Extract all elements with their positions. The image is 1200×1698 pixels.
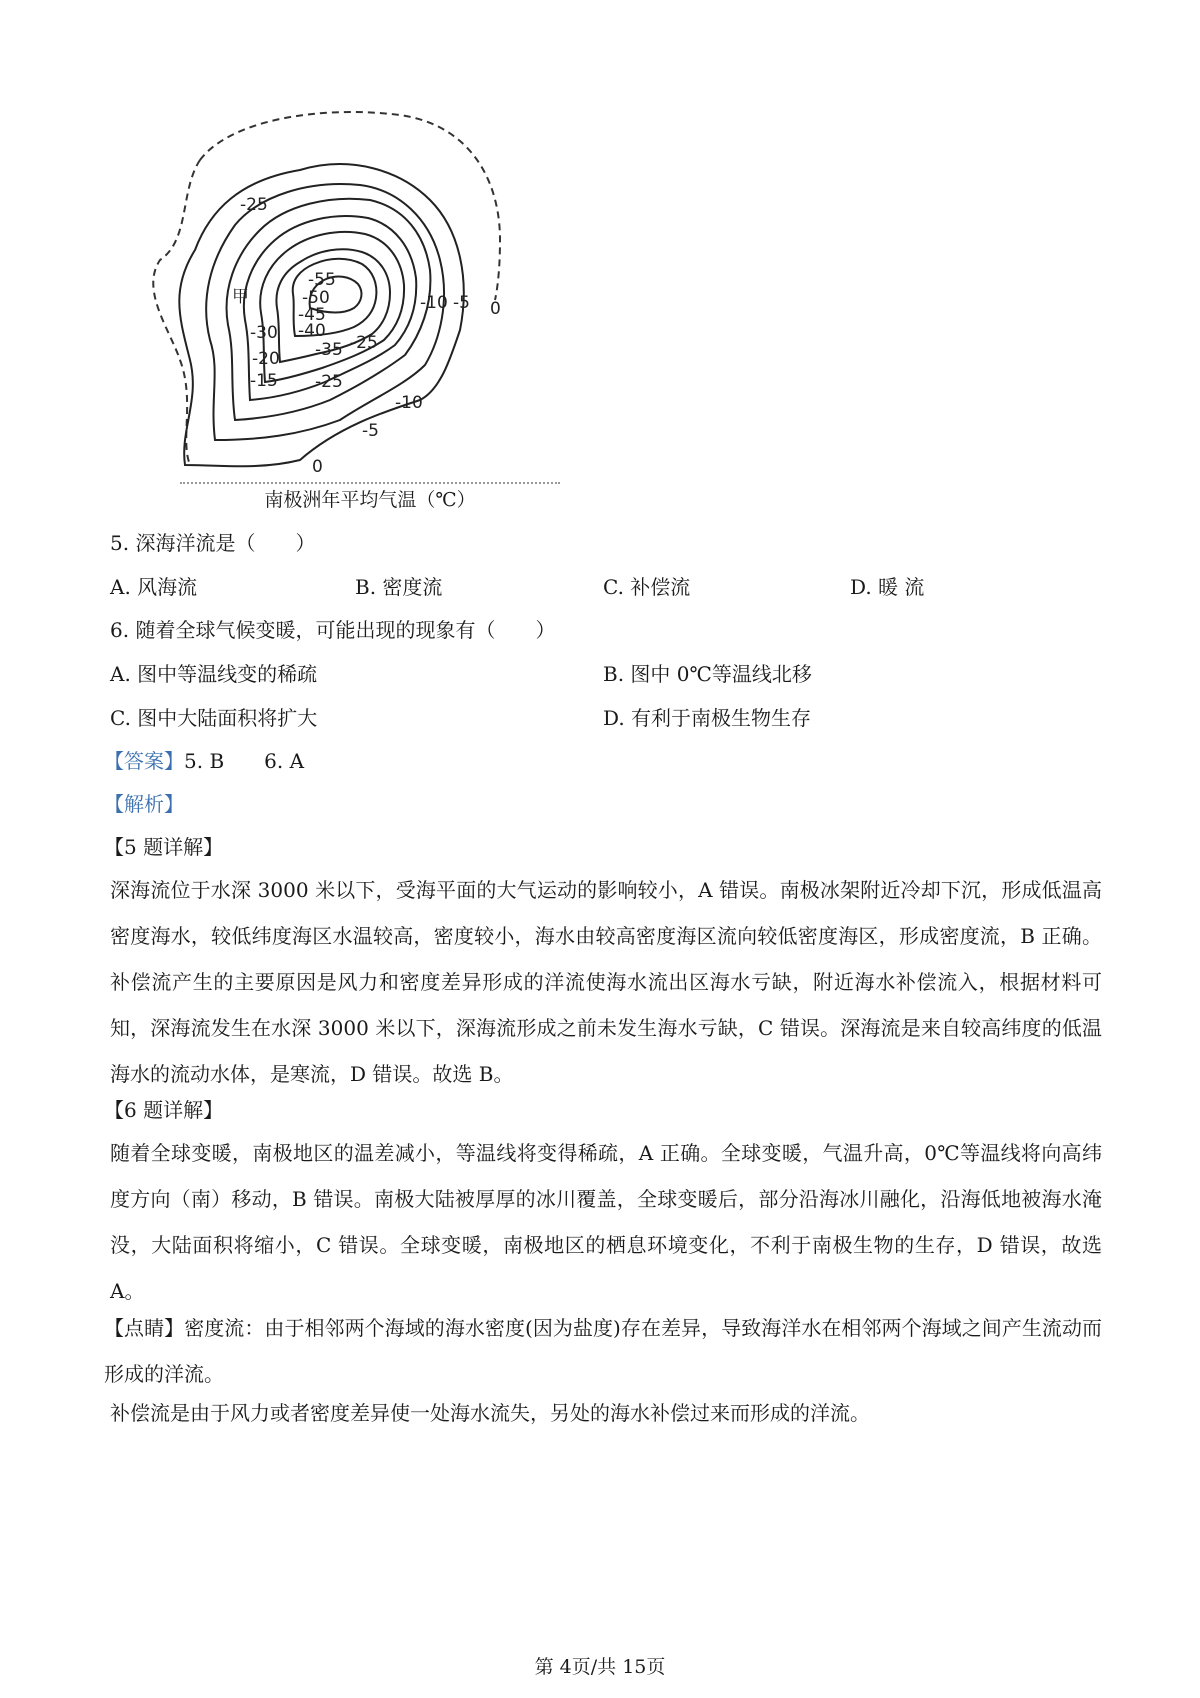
q6-option-b: B. 图中 0℃等温线北移: [603, 662, 812, 686]
answer-text: 5. B 6. A: [184, 749, 305, 773]
label-minus35: -35: [315, 340, 343, 360]
label-minus10-a: -10: [420, 293, 448, 313]
label-minus25-b: -25: [350, 333, 378, 353]
page-footer: 第 4页/共 15页: [534, 1656, 666, 1678]
detail5-tag: 【5 题详解】: [104, 835, 224, 859]
label-minus40: -40: [298, 321, 326, 341]
q5-option-c: C. 补偿流: [603, 575, 691, 599]
q5-option-a: A. 风海流: [110, 575, 198, 599]
q6-option-c: C. 图中大陆面积将扩大: [110, 706, 318, 730]
q5-option-b: B. 密度流: [355, 575, 443, 599]
label-minus45: -45: [298, 305, 326, 325]
q5-option-d: D. 暖 流: [850, 575, 925, 599]
answer-line: [104, 746, 1104, 776]
caption-underline: [180, 482, 560, 484]
label-0-b: 0: [312, 457, 323, 477]
label-minus55: -55: [308, 270, 336, 290]
answer-tag: 【答案】: [104, 749, 184, 773]
label-minus25-c: -25: [315, 372, 343, 392]
label-minus5-b: -5: [362, 421, 379, 441]
label-minus30: -30: [250, 323, 278, 343]
label-minus15: -15: [250, 371, 278, 391]
label-jia: 甲: [232, 287, 249, 307]
detail6-tag: 【6 题详解】: [104, 1098, 224, 1122]
label-minus10-b: -10: [395, 393, 423, 413]
q6-option-d: D. 有利于南极生物生存: [603, 706, 812, 730]
detail6-text: 随着全球变暖，南极地区的温差减小，等温线将变得稀疏，A 正确。全球变暖，气温升高，0℃等温线将向高纬度方向（南）移动，B 错误。南极大陆被厚厚的冰川覆盖，全球变暖后，部分沿海冰川融化，沿海低地被海水淹没，大陆面积将缩小，C 错误。全球变暖，南极地区的栖息环境变化，不利于南极生物的生存，D 错误，故选 A。: [110, 1141, 1102, 1303]
antarctica-isotherm-map: [140, 100, 600, 520]
label-0-a: 0: [490, 299, 501, 319]
label-minus20: -20: [252, 349, 280, 369]
note-paragraph: [104, 1305, 1102, 1397]
q6-option-a: A. 图中等温线变的稀疏: [110, 662, 318, 686]
analysis-tag: 【解析】: [104, 792, 184, 816]
isotherm-map-svg: [140, 100, 600, 500]
question-5-stem: 5. 深海洋流是（ ）: [110, 531, 316, 555]
label-minus50: -50: [302, 288, 330, 308]
label-minus25-a: -25: [240, 195, 268, 215]
note-text-2: 补偿流是由于风力或者密度差异使一处海水流失，另处的海水补偿过来而形成的洋流。: [110, 1401, 870, 1425]
note-text: 密度流：由于相邻两个海域的海水密度(因为盐度)存在差异，导致海洋水在相邻两个海域之间产生流动而形成的洋流。: [104, 1316, 1103, 1386]
label-minus5-a: -5: [453, 293, 470, 313]
figure-caption: 南极洲年平均气温（℃）: [264, 489, 476, 511]
detail5-text: 深海流位于水深 3000 米以下，受海平面的大气运动的影响较小，A 错误。南极冰架附近冷却下沉，形成低温高密度海水，较低纬度海区水温较高，密度较小，海水由较高密度海区流向较低密度海区，形成密度流，B 正确。补偿流产生的主要原因是风力和密度差异形成的洋流使海水流出区海水亏缺，附近海水补偿流入，根据材料可知，深海流发生在水深 3000 米以下，深海流形成之前未发生海水亏缺，C 错误。深海流是来自较高纬度的低温海水的流动水体，是寒流，D 错误。故选 B。: [110, 878, 1102, 1086]
question-6-stem: 6. 随着全球气候变暖，可能出现的现象有（ ）: [110, 618, 556, 642]
note-tag: 【点睛】: [104, 1316, 185, 1340]
